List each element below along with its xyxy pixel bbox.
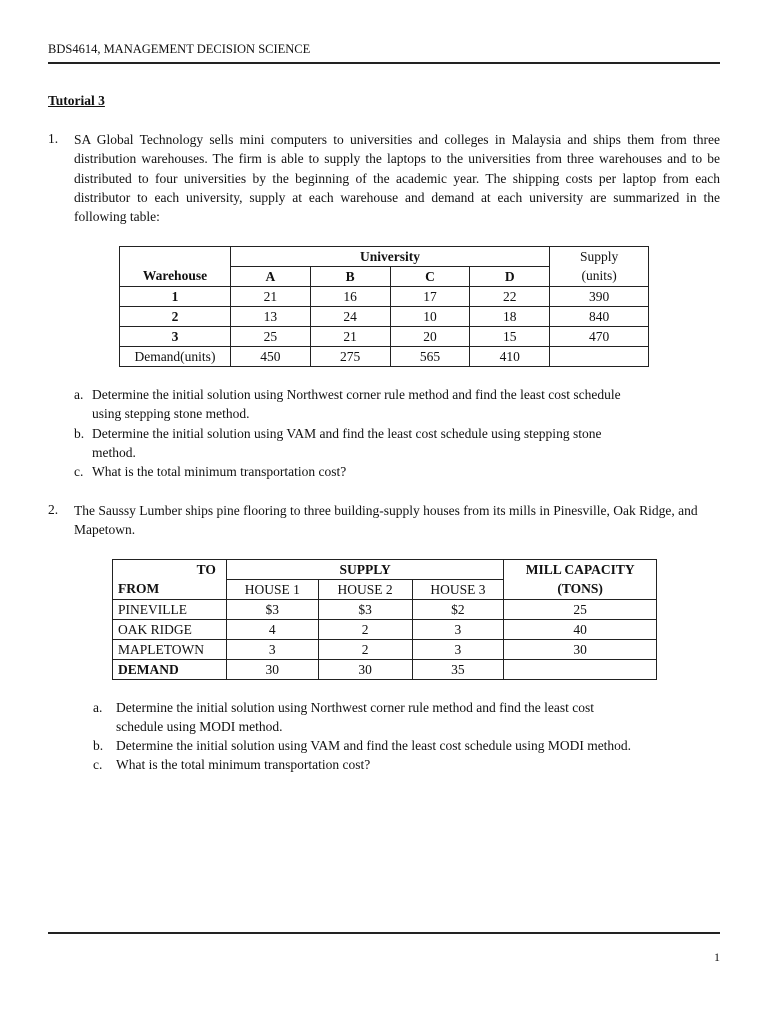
supply-header: Supply bbox=[550, 247, 649, 267]
table-row: 1 21 16 17 22 390 bbox=[120, 287, 649, 307]
col-header: D bbox=[470, 267, 550, 287]
col-header: A bbox=[230, 267, 310, 287]
col-header: B bbox=[310, 267, 390, 287]
col-header: C bbox=[390, 267, 470, 287]
q2-text: The Saussy Lumber ships pine flooring to three building-supply houses from its mills in Pinesville, Oak Ridge, and Mapetown. bbox=[74, 503, 698, 538]
tutorial-title: Tutorial 3 bbox=[48, 93, 105, 108]
page-number: 1 bbox=[714, 950, 720, 964]
warehouse-header: Warehouse bbox=[120, 267, 231, 287]
document-header: BDS4614, MANAGEMENT DECISION SCIENCE bbox=[48, 42, 311, 56]
supply-units-header: (units) bbox=[550, 267, 649, 287]
university-header: University bbox=[230, 247, 549, 267]
supply-header: SUPPLY bbox=[226, 560, 503, 580]
q1-number: 1. bbox=[48, 131, 59, 146]
q2-table bbox=[112, 559, 657, 680]
tons-header: (TONS) bbox=[504, 580, 657, 600]
col-header: HOUSE 2 bbox=[318, 580, 412, 600]
q1-text: SA Global Technology sells mini computers to universities and colleges in Malaysia and ships them from three distribution warehouses. The firm is able to supply the laptops to the universities from three warehouses and to be distributed to four universities by the beginning of the academic year. The shipping costs per laptop from each distributor to each university, supply at each warehouse and demand at each university are summarized in the following table: bbox=[74, 132, 720, 225]
to-header: TO bbox=[113, 560, 227, 580]
table-row: MAPLETOWN 3 2 3 30 bbox=[113, 640, 657, 660]
col-header: HOUSE 3 bbox=[412, 580, 504, 600]
table-row: 2 13 24 10 18 840 bbox=[120, 307, 649, 327]
demand-row: Demand(units) 450 275 565 410 bbox=[120, 347, 649, 367]
q2-number: 2. bbox=[48, 502, 59, 517]
q1-table bbox=[119, 246, 649, 367]
capacity-header: MILL CAPACITY bbox=[504, 560, 657, 580]
header-rule bbox=[48, 62, 720, 64]
table-row: PINEVILLE $3 $3 $2 25 bbox=[113, 600, 657, 620]
table-row: OAK RIDGE 4 2 3 40 bbox=[113, 620, 657, 640]
demand-row: DEMAND 30 30 35 bbox=[113, 660, 657, 680]
from-header: FROM bbox=[113, 580, 227, 600]
col-header: HOUSE 1 bbox=[226, 580, 318, 600]
table-row: 3 25 21 20 15 470 bbox=[120, 327, 649, 347]
footer-rule bbox=[48, 932, 720, 934]
